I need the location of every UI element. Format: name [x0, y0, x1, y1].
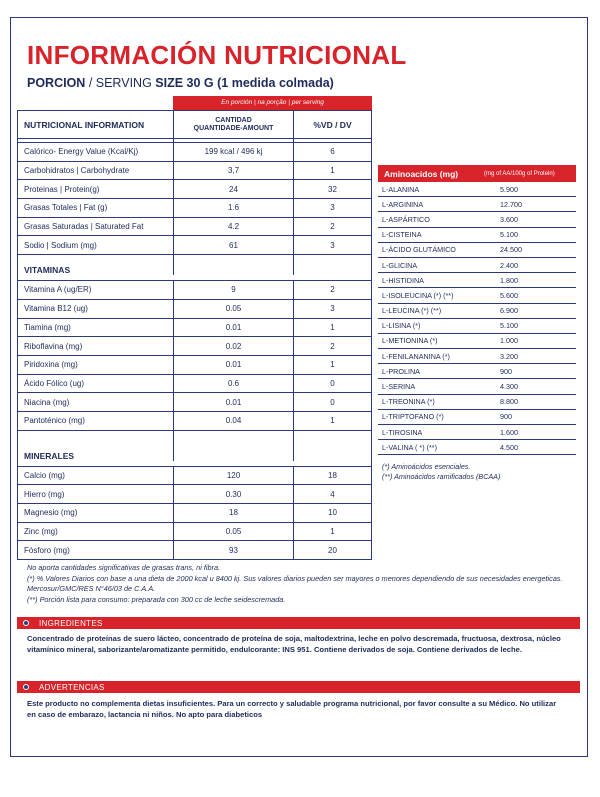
amino-value: 2.400	[500, 260, 518, 270]
serving-part2: SIZE 30 G	[155, 76, 214, 90]
nutrient-daily-value: 3	[293, 236, 371, 254]
table-row	[18, 466, 371, 485]
header-qty-line2: QUANTIDADE-AMOUNT	[193, 124, 274, 132]
nutrient-name: Tiamina (mg)	[24, 322, 71, 332]
vitamins-section	[18, 254, 371, 280]
nutrient-quantity: 93	[173, 541, 293, 559]
nutrient-daily-value: 3	[293, 300, 371, 318]
amino-row	[378, 212, 576, 227]
amino-row	[378, 182, 576, 197]
amino-row	[378, 273, 576, 288]
amino-value: 4.500	[500, 442, 518, 452]
nutrient-daily-value: 1	[293, 162, 371, 180]
nutrient-name: Vitamina B12 (ug)	[24, 304, 88, 314]
nutrient-name: Carbohidratos | Carbohydrate	[24, 166, 130, 176]
table-header	[18, 111, 371, 138]
table-row	[18, 235, 371, 254]
nutrient-name: Proteinas | Protein(g)	[24, 184, 100, 194]
amino-name: L-HISTIDINA	[382, 275, 424, 285]
nutrient-name: Calórico- Energy Value (Kcal/Kj)	[24, 147, 139, 157]
table-row	[18, 179, 371, 198]
header-vd: %VD / DV	[293, 111, 371, 138]
nutrient-quantity: 0.01	[173, 319, 293, 337]
amino-name: L-LISINA (*)	[382, 321, 421, 331]
amino-name: L-FENILANANINA (*)	[382, 351, 450, 361]
amino-value: 24.500	[500, 245, 522, 255]
footnotes	[27, 563, 572, 605]
table-row	[18, 411, 371, 430]
bullet-icon	[23, 620, 29, 626]
nutrient-daily-value: 10	[293, 504, 371, 522]
amino-row	[378, 379, 576, 394]
amino-name: L-TRIPTOFANO (*)	[382, 412, 444, 422]
serving-part1: PORCION	[27, 76, 86, 90]
amino-value: 3.600	[500, 214, 518, 224]
amino-row	[378, 364, 576, 379]
nutrient-quantity: 0.04	[173, 412, 293, 430]
nutrient-quantity: 0.6	[173, 375, 293, 393]
per-serving-label: En porción | na porção | per serving	[173, 96, 372, 110]
footnote-trans: No aporta cantidades significativas de grasas trans, ni fibra.	[27, 563, 221, 572]
amino-unit: (mg of AA/100g of Protein)	[484, 170, 555, 177]
amino-row	[378, 243, 576, 258]
nutrient-name: Hierro (mg)	[24, 489, 65, 499]
amino-value: 5.600	[500, 290, 518, 300]
amino-name: L-CISTEINA	[382, 230, 422, 240]
nutrient-daily-value: 2	[293, 337, 371, 355]
table-row	[18, 540, 371, 559]
amino-name: L-TREONINA (*)	[382, 397, 435, 407]
nutrient-name: Ácido Fólico (ug)	[24, 378, 85, 388]
table-row	[18, 318, 371, 337]
amino-value: 5.900	[500, 184, 518, 194]
nutrient-daily-value: 20	[293, 541, 371, 559]
nutrient-daily-value: 32	[293, 180, 371, 198]
amino-row	[378, 334, 576, 349]
nutrient-daily-value: 4	[293, 485, 371, 503]
nutrient-name: Sodio | Sodium (mg)	[24, 240, 97, 250]
table-row	[18, 522, 371, 541]
nutrient-name: Riboflavina (mg)	[24, 341, 83, 351]
amino-value: 3.200	[500, 351, 518, 361]
amino-row	[378, 304, 576, 319]
amino-row	[378, 440, 576, 455]
amino-acids-table	[378, 165, 576, 482]
table-row	[18, 355, 371, 374]
nutrient-daily-value: 0	[293, 393, 371, 411]
per-serving-band	[17, 96, 372, 110]
warnings-title: ADVERTENCIAS	[39, 682, 105, 692]
footnote-portion: (**) Porción lista para consumo: preparada con 300 cc de leche seidescremada.	[27, 594, 286, 604]
nutrient-quantity: 61	[173, 236, 293, 254]
amino-name: L-PROLINA	[382, 366, 420, 376]
nutrient-quantity: 9	[173, 281, 293, 299]
nutrient-name: Grasas Saturadas | Saturated Fat	[24, 222, 144, 232]
amino-value: 12.700	[500, 199, 522, 209]
amino-name: L-ALANINA	[382, 184, 420, 194]
amino-name: L-ARGININA	[382, 199, 424, 209]
table-row	[18, 392, 371, 411]
amino-name: L-SERINA	[382, 382, 416, 392]
nutrient-quantity: 0.05	[173, 300, 293, 318]
nutrient-quantity: 1.6	[173, 199, 293, 217]
amino-value: 1.000	[500, 336, 518, 346]
nutrient-quantity: 199 kcal / 496 kj	[173, 143, 293, 161]
nutrient-daily-value: 2	[293, 281, 371, 299]
ingredients-title: INGREDIENTES	[39, 618, 103, 628]
nutrient-daily-value: 18	[293, 467, 371, 485]
serving-sep: / SERVING	[85, 76, 156, 90]
amino-value: 900	[500, 412, 512, 422]
nutrient-name: Niacina (mg)	[24, 397, 70, 407]
nutrient-quantity: 3,7	[173, 162, 293, 180]
nutrient-daily-value: 1	[293, 412, 371, 430]
warnings-text: Este producto no complementa dietas insuficientes. Para un correcto y saludable programa nutricional, por favor consulte a su Médico. No utilizar en caso de embarazo, lactancia ni niños. No apto para diabeticos	[27, 699, 557, 719]
serving-part3: (1 medida colmada)	[217, 76, 334, 90]
nutrient-name: Piridoxina (mg)	[24, 360, 78, 370]
table-row	[18, 280, 371, 299]
amino-name: L-LEUCINA (*) (**)	[382, 306, 442, 316]
nutrient-name: Pantoténico (mg)	[24, 416, 85, 426]
serving-size	[27, 76, 334, 90]
nutrient-daily-value: 2	[293, 218, 371, 236]
amino-name: L-ISOLEUCINA (*) (**)	[382, 290, 454, 300]
amino-value: 4.300	[500, 382, 518, 392]
amino-row	[378, 410, 576, 425]
amino-row	[378, 228, 576, 243]
nutrient-name: Vitamina A (ug/ER)	[24, 285, 92, 295]
amino-name: L-TIROSINA	[382, 427, 423, 437]
nutrition-table	[17, 96, 372, 560]
nutrient-quantity: 120	[173, 467, 293, 485]
amino-row	[378, 288, 576, 303]
warnings-band	[17, 681, 580, 693]
nutrient-quantity: 0.05	[173, 523, 293, 541]
nutrient-name: Grasas Totales | Fat (g)	[24, 203, 108, 213]
amino-name: L-VALINA ( *) (**)	[382, 442, 437, 452]
amino-value: 5.100	[500, 321, 518, 331]
header-label: NUTRICIONAL INFORMATION	[24, 119, 145, 130]
nutrition-grid	[17, 110, 372, 560]
amino-name: L-ASPÁRTICO	[382, 214, 430, 224]
table-row	[18, 484, 371, 503]
amino-title: Aminoacidos (mg)	[384, 168, 459, 179]
header-qty	[173, 111, 293, 138]
nutrient-quantity: 4.2	[173, 218, 293, 236]
amino-header	[378, 165, 576, 182]
vitamins-title: VITAMINAS	[24, 265, 71, 276]
amino-row	[378, 349, 576, 364]
nutrient-name: Zinc (mg)	[24, 527, 58, 537]
amino-note-essential: (*) Aminoácidos esenciales.	[382, 462, 471, 472]
page-title: INFORMACIÓN NUTRICIONAL	[27, 40, 407, 70]
nutrient-name: Calcio (mg)	[24, 470, 65, 480]
nutrient-daily-value: 1	[293, 523, 371, 541]
ingredients-text: Concentrado de proteínas de suero lácteo, concentrado de proteína de soja, maltodextrina, leche en polvo descremada, fructuosa, dextrosa, núcleo vitamínico mineral, saborizante/aromatizante permitido, endulcorante: INS 951. Contiene derivados de soja. Contiene derivados de leche.	[27, 634, 561, 654]
table-row	[18, 336, 371, 355]
nutrient-quantity: 18	[173, 504, 293, 522]
amino-value: 6.900	[500, 306, 518, 316]
nutrient-daily-value: 6	[293, 143, 371, 161]
amino-note-bcaa: (**) Aminoácidos ramificados (BCAA)	[382, 472, 501, 482]
nutrient-daily-value: 3	[293, 199, 371, 217]
bullet-icon	[23, 684, 29, 690]
minerals-title: MINERALES	[24, 450, 75, 461]
table-row	[18, 161, 371, 180]
amino-value: 1.600	[500, 427, 518, 437]
table-row	[18, 198, 371, 217]
nutrient-quantity: 0.02	[173, 337, 293, 355]
nutrient-daily-value: 1	[293, 356, 371, 374]
amino-row	[378, 197, 576, 212]
amino-value: 5.100	[500, 230, 518, 240]
table-row	[18, 142, 371, 161]
table-row	[18, 503, 371, 522]
footnote-daily-values: (*) % Valores Diarios con base a una dieta de 2000 kcal u 8400 kj. Sus valores diarios pueden ser mayores o menores dependiendo de sus necesidades energeticas. Mercosur/GMC/RES N°46/03 de C.A.A.	[27, 573, 563, 593]
amino-row	[378, 395, 576, 410]
amino-name: L-METIONINA (*)	[382, 336, 438, 346]
amino-name: L-ÁCIDO GLUTÁMICO	[382, 245, 456, 255]
nutrient-name: Magnesio (mg)	[24, 508, 78, 518]
amino-name: L-GLICINA	[382, 260, 418, 270]
amino-notes	[378, 462, 576, 482]
table-row	[18, 374, 371, 393]
nutrient-quantity: 0.30	[173, 485, 293, 503]
amino-row	[378, 258, 576, 273]
nutrient-name: Fósforo (mg)	[24, 545, 70, 555]
amino-row	[378, 319, 576, 334]
table-row	[18, 299, 371, 318]
header-qty-line1: CANTIDAD	[215, 116, 252, 124]
minerals-section	[18, 430, 371, 466]
amino-value: 1.800	[500, 275, 518, 285]
amino-value: 8.800	[500, 397, 518, 407]
ingredients-band	[17, 617, 580, 629]
nutrient-quantity: 24	[173, 180, 293, 198]
nutrient-daily-value: 1	[293, 319, 371, 337]
amino-value: 900	[500, 366, 512, 376]
amino-row	[378, 425, 576, 440]
nutrient-quantity: 0.01	[173, 356, 293, 374]
nutrient-quantity: 0.01	[173, 393, 293, 411]
nutrient-daily-value: 0	[293, 375, 371, 393]
table-row	[18, 217, 371, 236]
